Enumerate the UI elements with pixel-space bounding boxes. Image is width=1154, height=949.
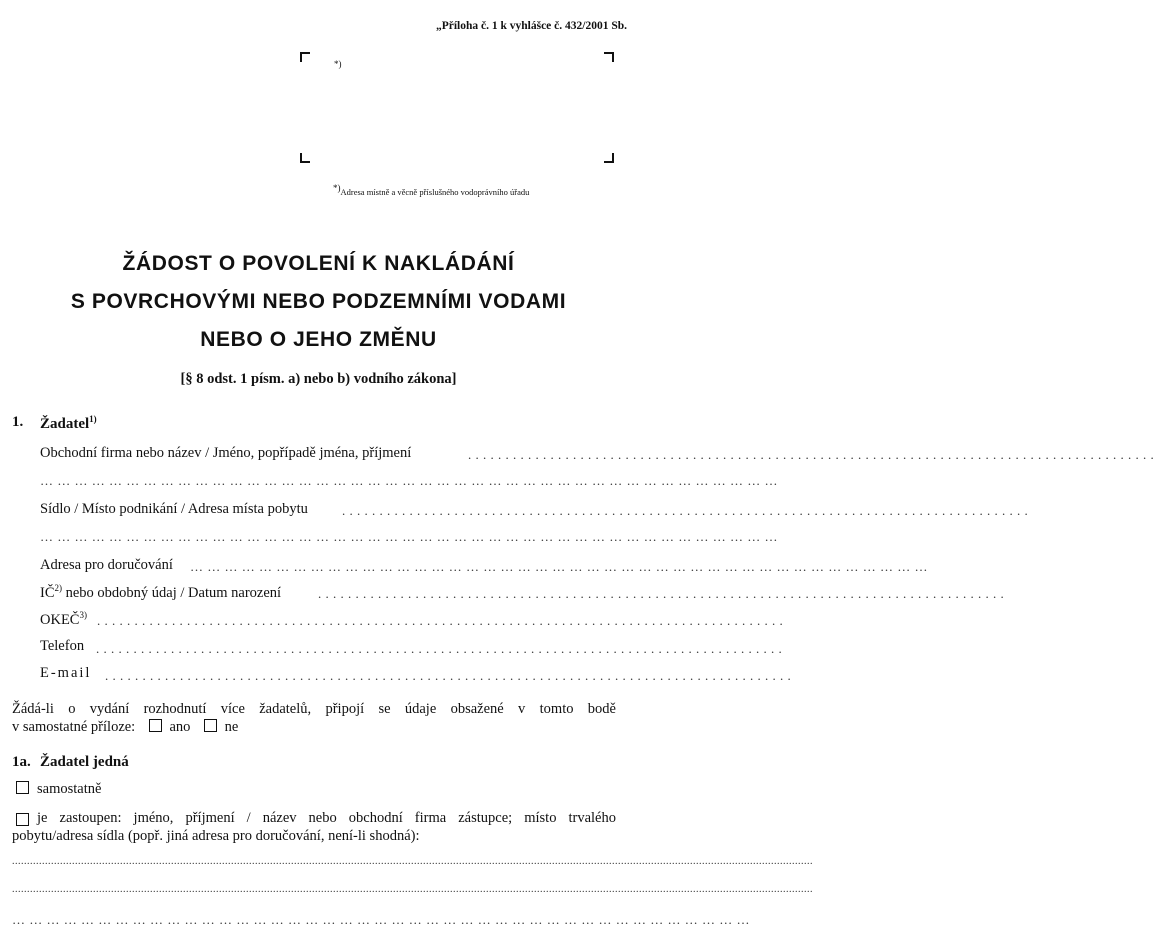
section-number: 1. [12, 414, 24, 430]
representative-field[interactable]: … … … … … … … … … … … … … … … … … … … … … … … … … … … … … … … … … … … … … … … … … … … [12, 912, 750, 927]
option-representative-label: je zastoupen: jméno, příjmení / název nebo obchodní firma zástupce; místo trvalého [37, 810, 616, 826]
phone-field[interactable]: . . . . . . . . . . . . . . . . . . . . . . . . . . . . . . . . . . . . . . . . . . . . . . . . . . . . . . . . . . . . . . . . . . . . . . . . . . . . . . . . . . . . . . . . . . . . [96, 641, 783, 656]
address-box-star: *) [334, 59, 342, 69]
option-self [12, 781, 101, 798]
section-heading-text: Žadatel [40, 416, 90, 432]
section-heading [40, 414, 97, 433]
ic-label-text: IČ [40, 584, 55, 601]
title-line-3: NEBO O JEHO ZMĚNU [200, 328, 437, 351]
name-field-continuation[interactable]: … … … … … … … … … … … … … … … … … … … … … … … … … … … … … … … … … … … … … … … … … … … [40, 473, 778, 488]
footnote-ref: 2) [54, 583, 62, 593]
footnote-mark: *) [333, 183, 341, 193]
address-footnote [333, 183, 529, 197]
phone-label: Telefon [40, 638, 85, 654]
ic-field[interactable]: . . . . . . . . . . . . . . . . . . . . . . . . . . . . . . . . . . . . . . . . . . . . . . . . . . . . . . . . . . . . . . . . . . . . . . . . . . . . . . . . . . . . . . . . . . . . [318, 586, 1005, 601]
seat-field[interactable]: . . . . . . . . . . . . . . . . . . . . . . . . . . . . . . . . . . . . . . . . . . . . . . . . . . . . . . . . . . . . . . . . . . . . . . . . . . . . . . . . . . . . . . . . . . . . [342, 503, 1029, 518]
multi-applicant-note: Žádá-li o vydání rozhodnutí více žadatelů, připojí se údaje obsažené v tomto bodě [12, 701, 616, 717]
okec-label [40, 610, 87, 629]
option-representative-label-cont: pobytu/adresa sídla (popř. jiná adresa pro doručování, není-li shodná): [12, 828, 420, 844]
footnote-ref: 1) [89, 414, 97, 424]
multi-applicant-note-end: v samostatné příloze: [12, 719, 136, 735]
delivery-field[interactable]: … … … … … … … … … … … … … … … … … … … … … … … … … … … … … … … … … … … … … … … … … … … [190, 559, 928, 574]
seat-label: Sídlo / Místo podnikání / Adresa místa pobytu [40, 501, 308, 517]
corner-mark [604, 52, 614, 62]
representative-field[interactable]: ........................................................................................................................................................................................................................................................................... [12, 884, 813, 895]
annex-reference: „Příloha č. 1 k vyhlášce č. 432/2001 Sb. [435, 20, 627, 32]
checkbox-self[interactable] [16, 781, 29, 794]
corner-mark [300, 52, 310, 62]
name-label: Obchodní firma nebo název / Jméno, popřípadě jména, příjmení [40, 445, 412, 461]
footnote-text: Adresa místně a věcně příslušného vodoprávního úřadu [340, 186, 530, 197]
option-yes-label: ano [169, 719, 191, 735]
representative-field[interactable]: ........................................................................................................................................................................................................................................................................... [12, 856, 813, 867]
title-line-1: ŽÁDOST O POVOLENÍ K NAKLÁDÁNÍ [122, 252, 515, 275]
section-number: 1a. [12, 754, 31, 770]
okec-field[interactable]: . . . . . . . . . . . . . . . . . . . . . . . . . . . . . . . . . . . . . . . . . . . . . . . . . . . . . . . . . . . . . . . . . . . . . . . . . . . . . . . . . . . . . . . . . . . . [97, 613, 784, 628]
option-no-label: ne [224, 719, 239, 735]
option-self-label: samostatně [37, 781, 102, 797]
corner-mark [604, 153, 614, 163]
corner-mark [300, 153, 310, 163]
multi-applicant-choice [12, 719, 238, 736]
ic-label-rest: nebo obdobný údaj / Datum narození [62, 584, 282, 601]
checkbox-representative[interactable] [16, 813, 29, 826]
title-line-2: S POVRCHOVÝMI NEBO PODZEMNÍMI VODAMI [70, 290, 567, 313]
footnote-ref: 3) [79, 610, 87, 620]
ic-label [40, 583, 281, 602]
name-field[interactable]: . . . . . . . . . . . . . . . . . . . . . . . . . . . . . . . . . . . . . . . . . . . . . . . . . . . . . . . . . . . . . . . . . . . . . . . . . . . . . . . . . . . . . . . . . . . . [468, 447, 1154, 462]
delivery-label: Adresa pro doručování [40, 557, 173, 573]
section-heading: Žadatel jedná [40, 754, 129, 770]
option-representative [12, 810, 616, 827]
seat-field-continuation[interactable]: … … … … … … … … … … … … … … … … … … … … … … … … … … … … … … … … … … … … … … … … … … … [40, 529, 778, 544]
checkbox-no[interactable] [204, 719, 217, 732]
legal-reference: [§ 8 odst. 1 písm. a) nebo b) vodního zákona] [180, 371, 457, 387]
okec-label-text: OKEČ [40, 611, 80, 628]
checkbox-yes[interactable] [149, 719, 162, 732]
email-field[interactable]: . . . . . . . . . . . . . . . . . . . . . . . . . . . . . . . . . . . . . . . . . . . . . . . . . . . . . . . . . . . . . . . . . . . . . . . . . . . . . . . . . . . . . . . . . . . . [105, 668, 792, 683]
email-label: E-mail [40, 665, 92, 681]
